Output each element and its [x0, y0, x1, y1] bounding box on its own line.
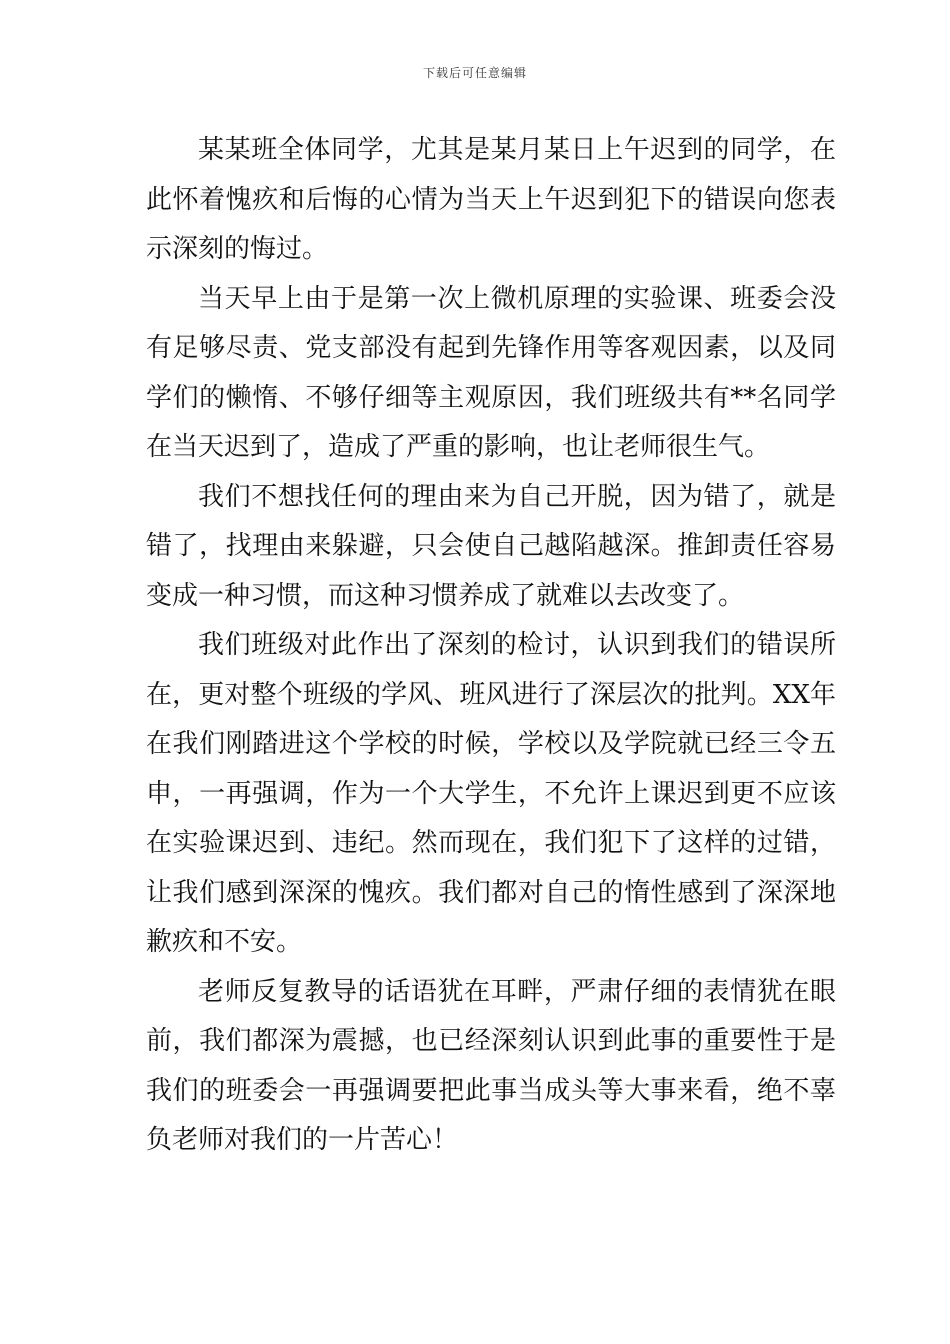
paragraph-1: 某某班全体同学，尤其是某月某日上午迟到的同学，在此怀着愧疚和后悔的心情为当天上午迟到犯下的错误向您表示深刻的悔过。 [146, 135, 836, 264]
paragraph-2: 当天早上由于是第一次上微机原理的实验课、班委会没有足够尽责、党支部没有起到先锋作用等客观因素，以及同学们的懒惰、不够仔细等主观原因，我们班级共有**名同学在当天迟到了，造成了严重的影响，也让老师很生气。 [146, 283, 836, 462]
document-body [146, 126, 836, 1166]
paragraph-5: 老师反复教导的话语犹在耳畔，严肃仔细的表情犹在眼前，我们都深为震撼，也已经深刻认识到此事的重要性于是我们的班委会一再强调要把此事当成头等大事来看，绝不辜负老师对我们的一片苦心！ [146, 976, 836, 1155]
paragraph-4: 我们班级对此作出了深刻的检讨，认识到我们的错误所在，更对整个班级的学风、班风进行了深层次的批判。XX年在我们刚踏进这个学校的时候，学校以及学院就已经三令五申，一再强调，作为一个大学生，不允许上课迟到更不应该在实验课迟到、违纪。然而现在，我们犯下了这样的过错，让我们感到深深的愧疚。我们都对自己的惰性感到了深深地歉疚和不安。 [146, 630, 836, 957]
header-note: 下载后可任意编辑 [422, 66, 527, 80]
paragraph-3: 我们不想找任何的理由来为自己开脱，因为错了，就是错了，找理由来躲避，只会使自己越陷越深。推卸责任容易变成一种习惯，而这种习惯养成了就难以去改变了。 [146, 481, 836, 611]
